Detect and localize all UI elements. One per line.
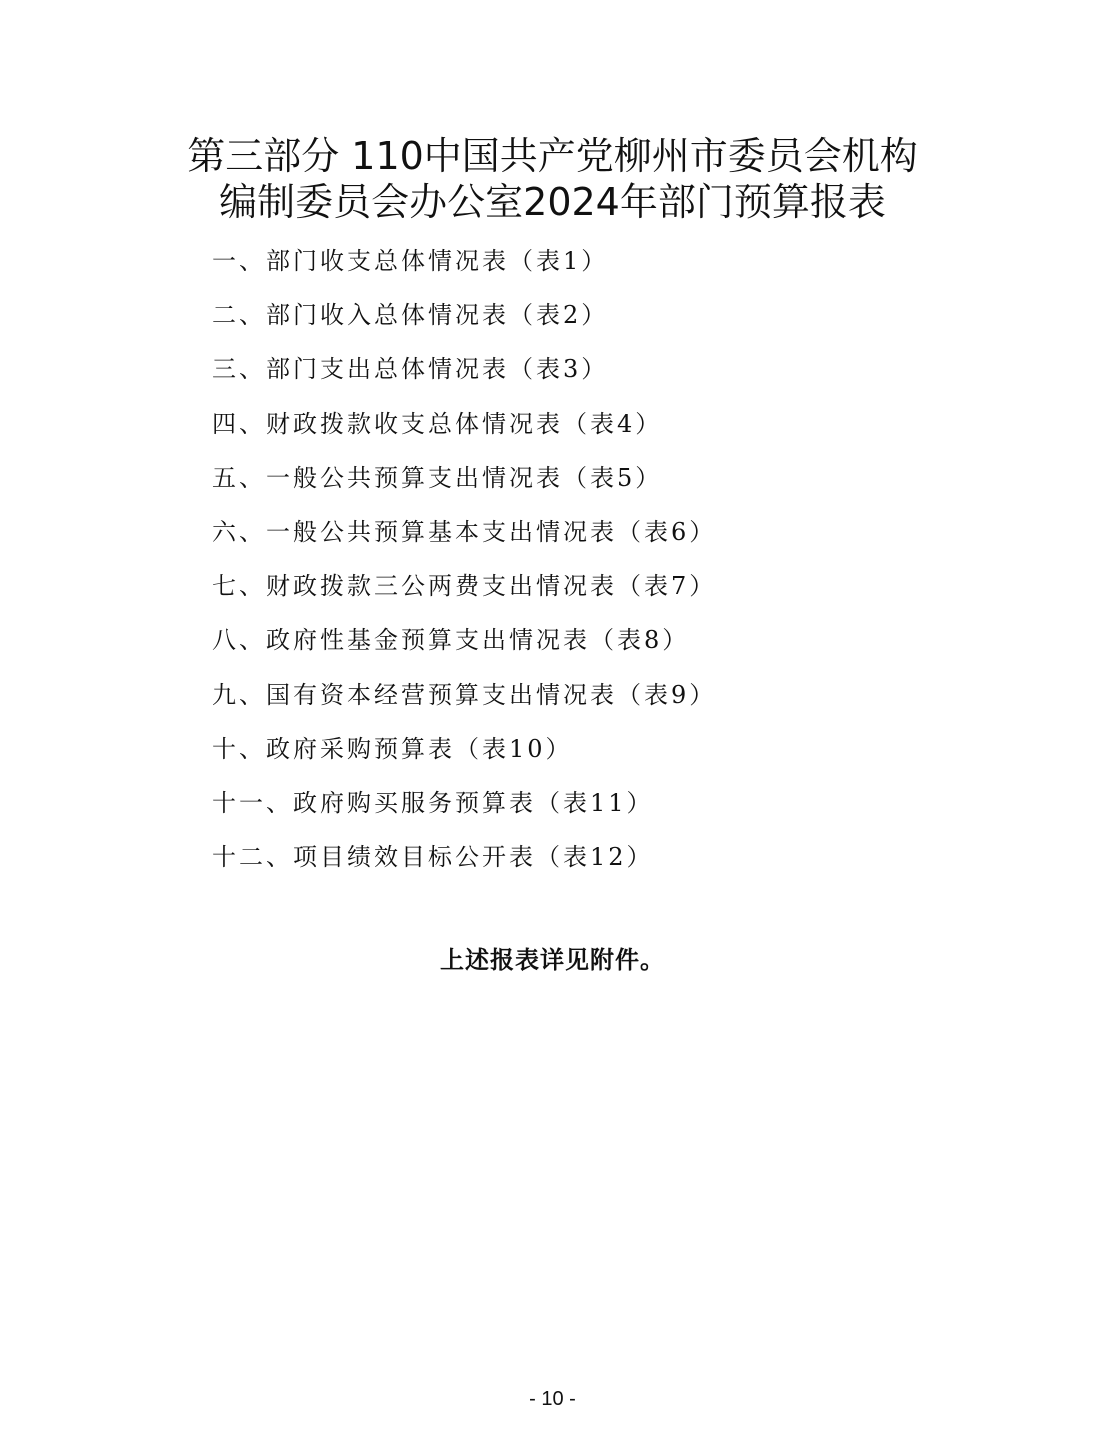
table-of-contents — [212, 238, 716, 888]
toc-item-table-3: 三、部门支出总体情况表（表3） — [212, 355, 609, 384]
toc-item-table-1: 一、部门收支总体情况表（表1） — [212, 247, 609, 275]
page-title-line-2: 编制委员会办公室2024年部门预算报表 — [219, 180, 886, 225]
toc-item-table-7: 七、财政拨款三公两费支出情况表（表7） — [212, 572, 717, 601]
toc-item-table-10: 十、政府采购预算表（表10） — [212, 734, 573, 763]
page-title-line-1: 第三部分 110中国共产党柳州市委员会机构 — [187, 134, 918, 179]
page-title — [0, 133, 1105, 225]
toc-item-table-12: 十二、项目绩效目标公开表（表12） — [212, 843, 654, 872]
toc-item-table-4: 四、财政拨款收支总体情况表（表4） — [212, 409, 663, 438]
toc-item-table-9: 九、国有资本经营预算支出情况表（表9） — [212, 680, 717, 709]
attachment-note: 上述报表详见附件。 — [440, 945, 665, 974]
toc-item-table-6: 六、一般公共预算基本支出情况表（表6） — [212, 517, 717, 546]
toc-item-table-2: 二、部门收入总体情况表（表2） — [212, 301, 609, 330]
page-number: - 10 - — [529, 1388, 576, 1410]
toc-item-table-8: 八、政府性基金预算支出情况表（表8） — [212, 626, 690, 655]
toc-item-table-5: 五、一般公共预算支出情况表（表5） — [212, 463, 663, 492]
toc-item-table-11: 十一、政府购买服务预算表（表11） — [212, 788, 654, 817]
